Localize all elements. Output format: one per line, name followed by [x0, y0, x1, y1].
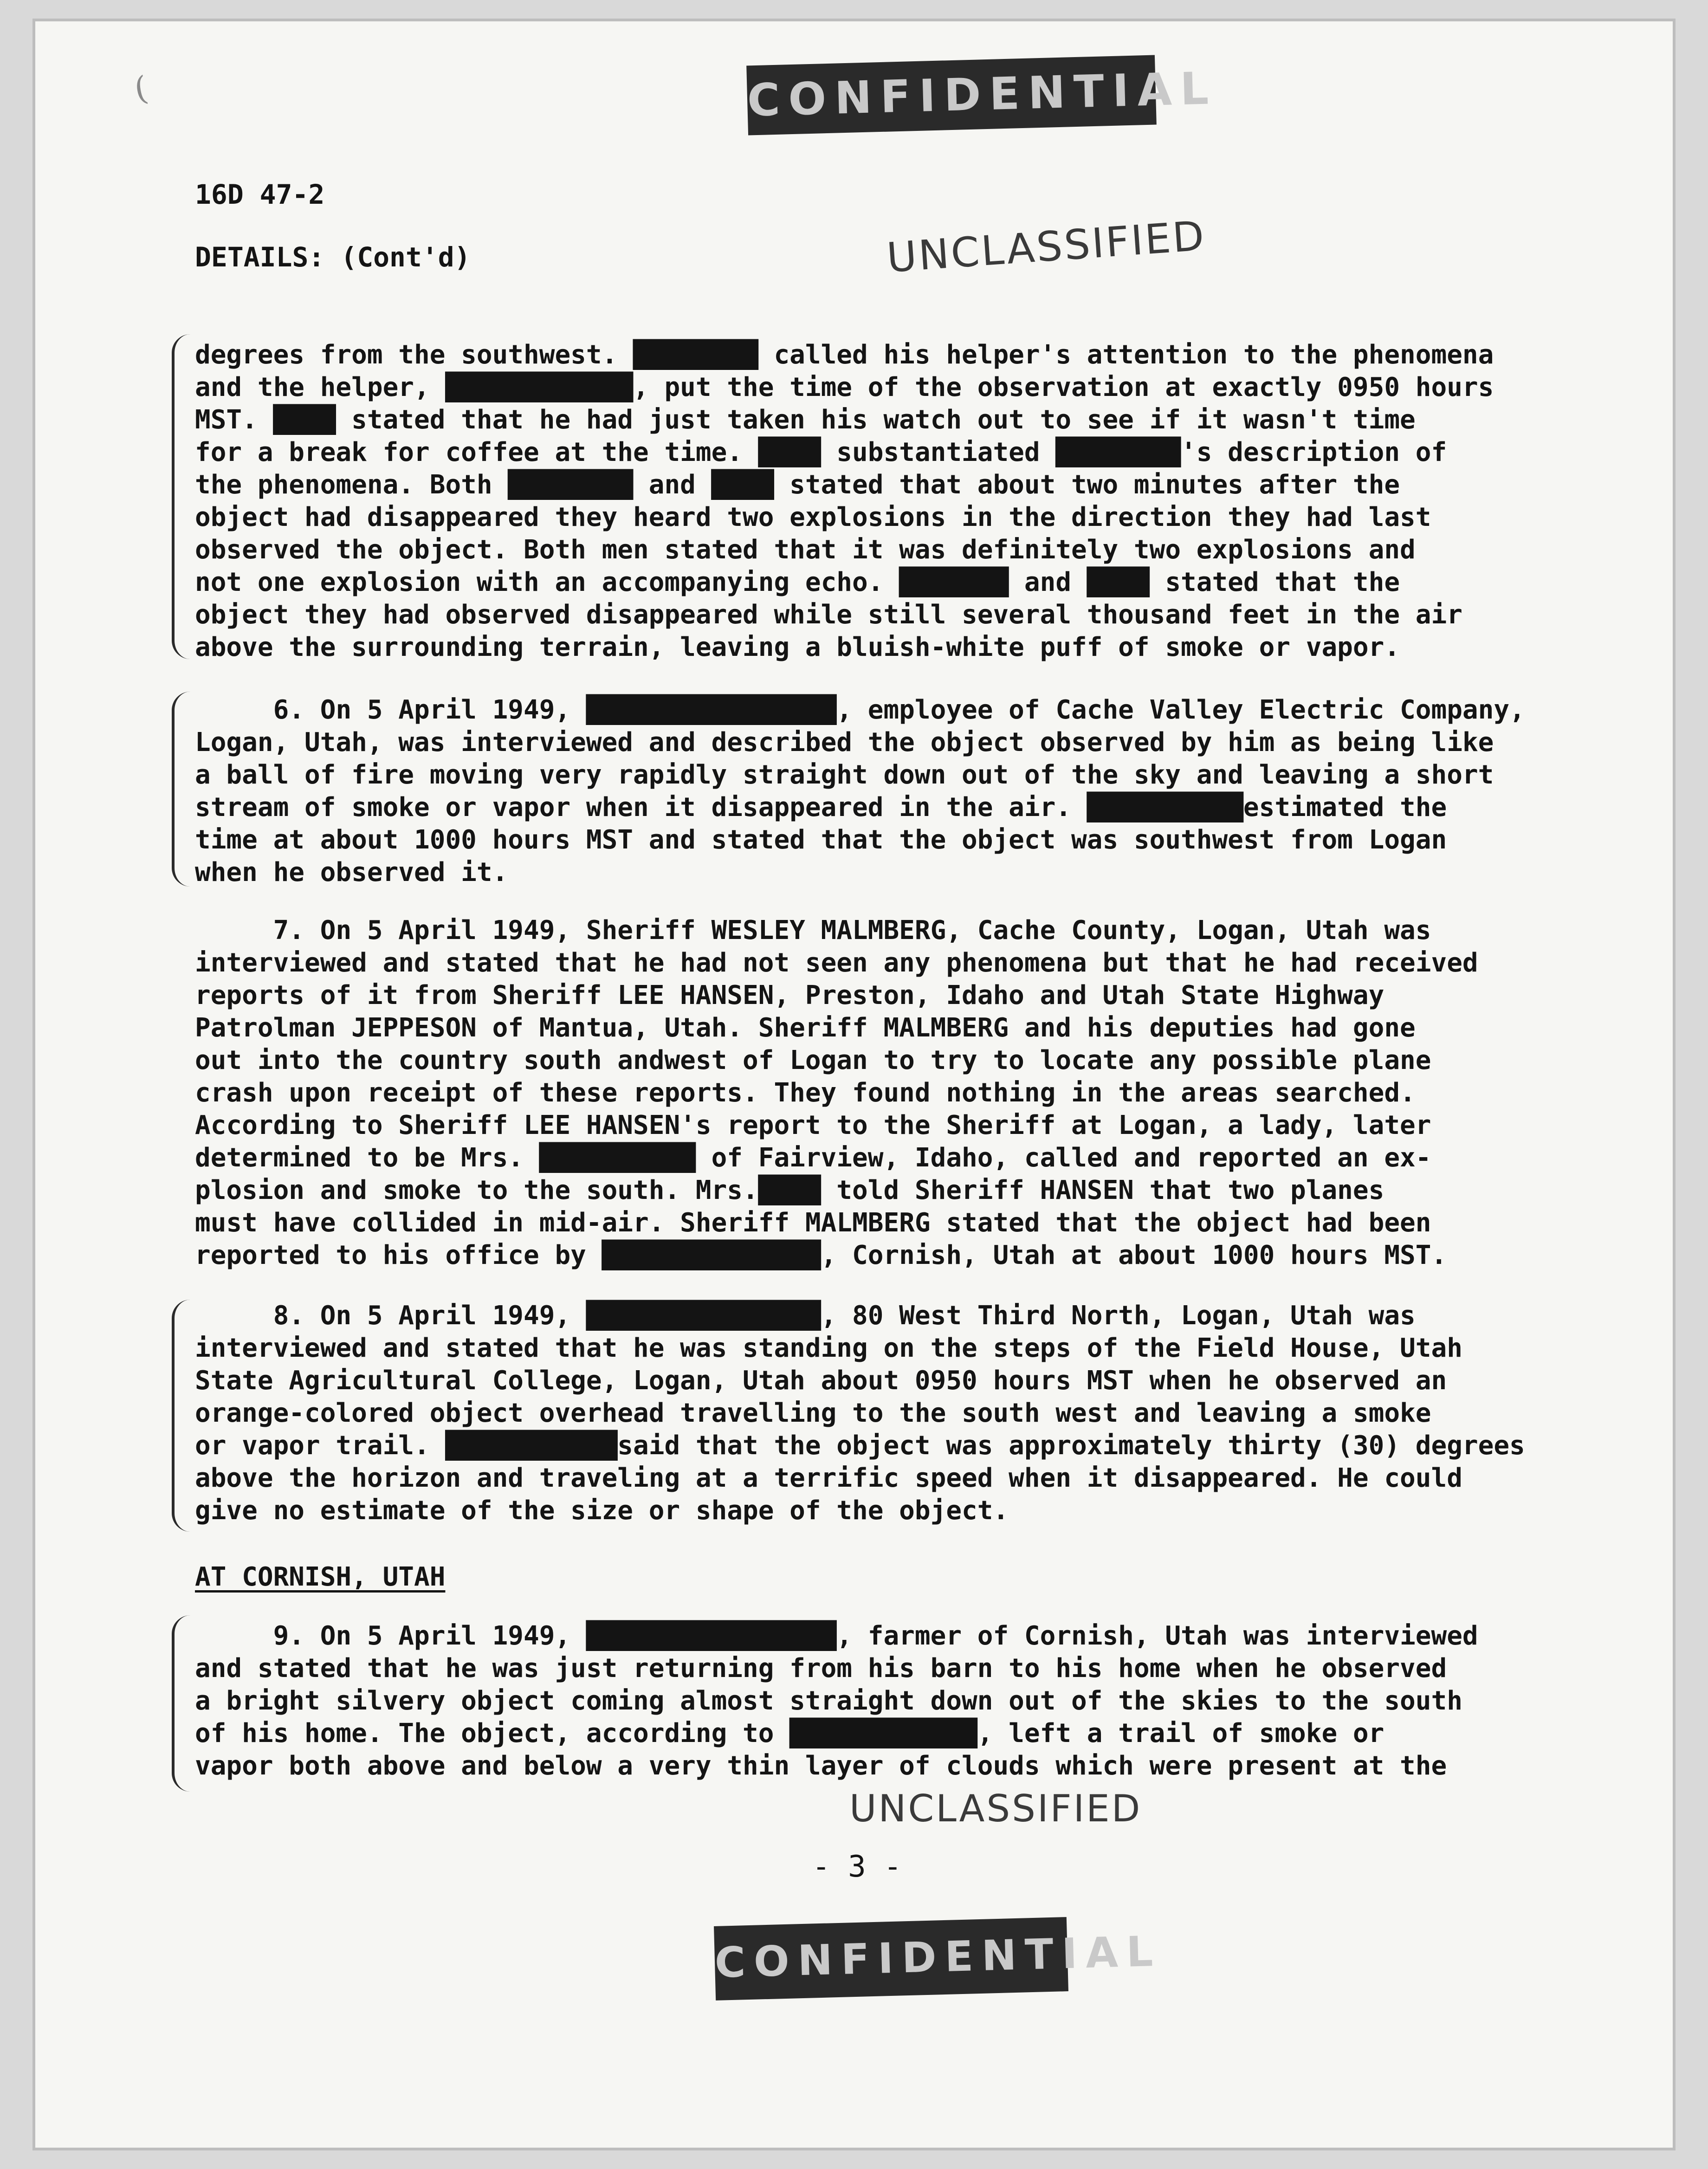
page-number: - 3 -	[812, 1850, 902, 1884]
unclassified-stamp-top: UNCLASSIFIED	[885, 212, 1208, 282]
details-label: DETAILS: (Cont'd)	[195, 241, 471, 273]
paragraph-continuation: degrees from the southwest. ████████ called his helper's attention to the phenomena and the helper, ████████████, put the time of the observation at exactly 0950 hours MST. ████ stated that he had just taken his watch out to see if it wasn't time for a break for coffee at the time. ████ substantiated ████████'s description of the phenomena. Both ████████ and ████ stated that about two minutes after the object had disappeared they heard two explosions in the direction they had last observed the object. Both men stated that it was definitely two explosions and not one explosion with an accompanying echo. ███████ and ████ stated that the object they had observed disappeared while still several thousand feet in the air above the surrounding terrain, leaving a bluish-white puff of smoke or vapor.	[195, 340, 1494, 662]
paragraph-6: 6. On 5 April 1949, ████████████████, employee of Cache Valley Electric Company, Logan, Utah, was interviewed and described the object observed by him as being like a ball of fire moving very rapidly straight down out of the sky and leaving a short stream of smoke or vapor when it disappeared in the air. ██████████estimated the time at about 1000 hours MST and stated that the object was southwest from Logan when he observed it.	[195, 695, 1525, 887]
section-heading: AT CORNISH, UTAH	[195, 1562, 446, 1592]
unclassified-stamp-bottom: UNCLASSIFIED	[849, 1787, 1142, 1830]
confidential-stamp-bottom: CONFIDENTIAL	[714, 1917, 1068, 2001]
confidential-stamp-top: CONFIDENTIAL	[746, 55, 1157, 136]
paragraph-8: 8. On 5 April 1949, ███████████████, 80 West Third North, Logan, Utah was interviewed and stated that he was standing on the steps of the Field House, Utah State Agricultural College, Logan, Utah about 0950 hours MST when he observed an orange-colored object overhead travelling to the south west and leaving a smoke or vapor trail. ███████████said that the object was approximately thirty (30) degrees above the horizon and traveling at a terrific speed when it disappeared. He could give no estimate of the size or shape of the object.	[195, 1301, 1525, 1526]
paragraph-9: 9. On 5 April 1949, ████████████████, farmer of Cornish, Utah was interviewed and stated that he was just returning from his barn to his home when he observed a bright silvery object coming almost straight down out of the skies to the south of his home. The object, according to ████████████, left a trail of smoke or vapor both above and below a very thin layer of clouds which were present at the	[195, 1621, 1478, 1781]
bracket-continuation	[172, 334, 193, 659]
paragraph-7: 7. On 5 April 1949, Sheriff WESLEY MALMBERG, Cache County, Logan, Utah was interviewed and stated that he had not seen any phenomena but that he had received reports of it from Sheriff LEE HANSEN, Preston, Idaho and Utah State Highway Patrolman JEPPESON of Mantua, Utah. Sheriff MALMBERG and his deputies had gone out into the country south andwest of Logan to try to locate any possible plane crash upon receipt of these reports. They found nothing in the areas searched. According to Sheriff LEE HANSEN's report to the Sheriff at Logan, a lady, later determined to be Mrs. ██████████ of Fairview, Idaho, called and reported an ex- plosion and smoke to the south. Mrs.████ told Sheriff HANSEN that two planes must have collided in mid-air. Sheriff MALMBERG stated that the object had been reported to his office by ██████████████, Cornish, Utah at about 1000 hours MST.	[195, 915, 1478, 1270]
file-reference: 16D 47-2	[195, 179, 325, 210]
margin-mark-top: (	[131, 69, 151, 109]
bracket-p6	[172, 692, 193, 887]
bracket-p9	[172, 1615, 193, 1792]
bracket-p8	[172, 1300, 193, 1532]
document-page	[32, 19, 1676, 2150]
